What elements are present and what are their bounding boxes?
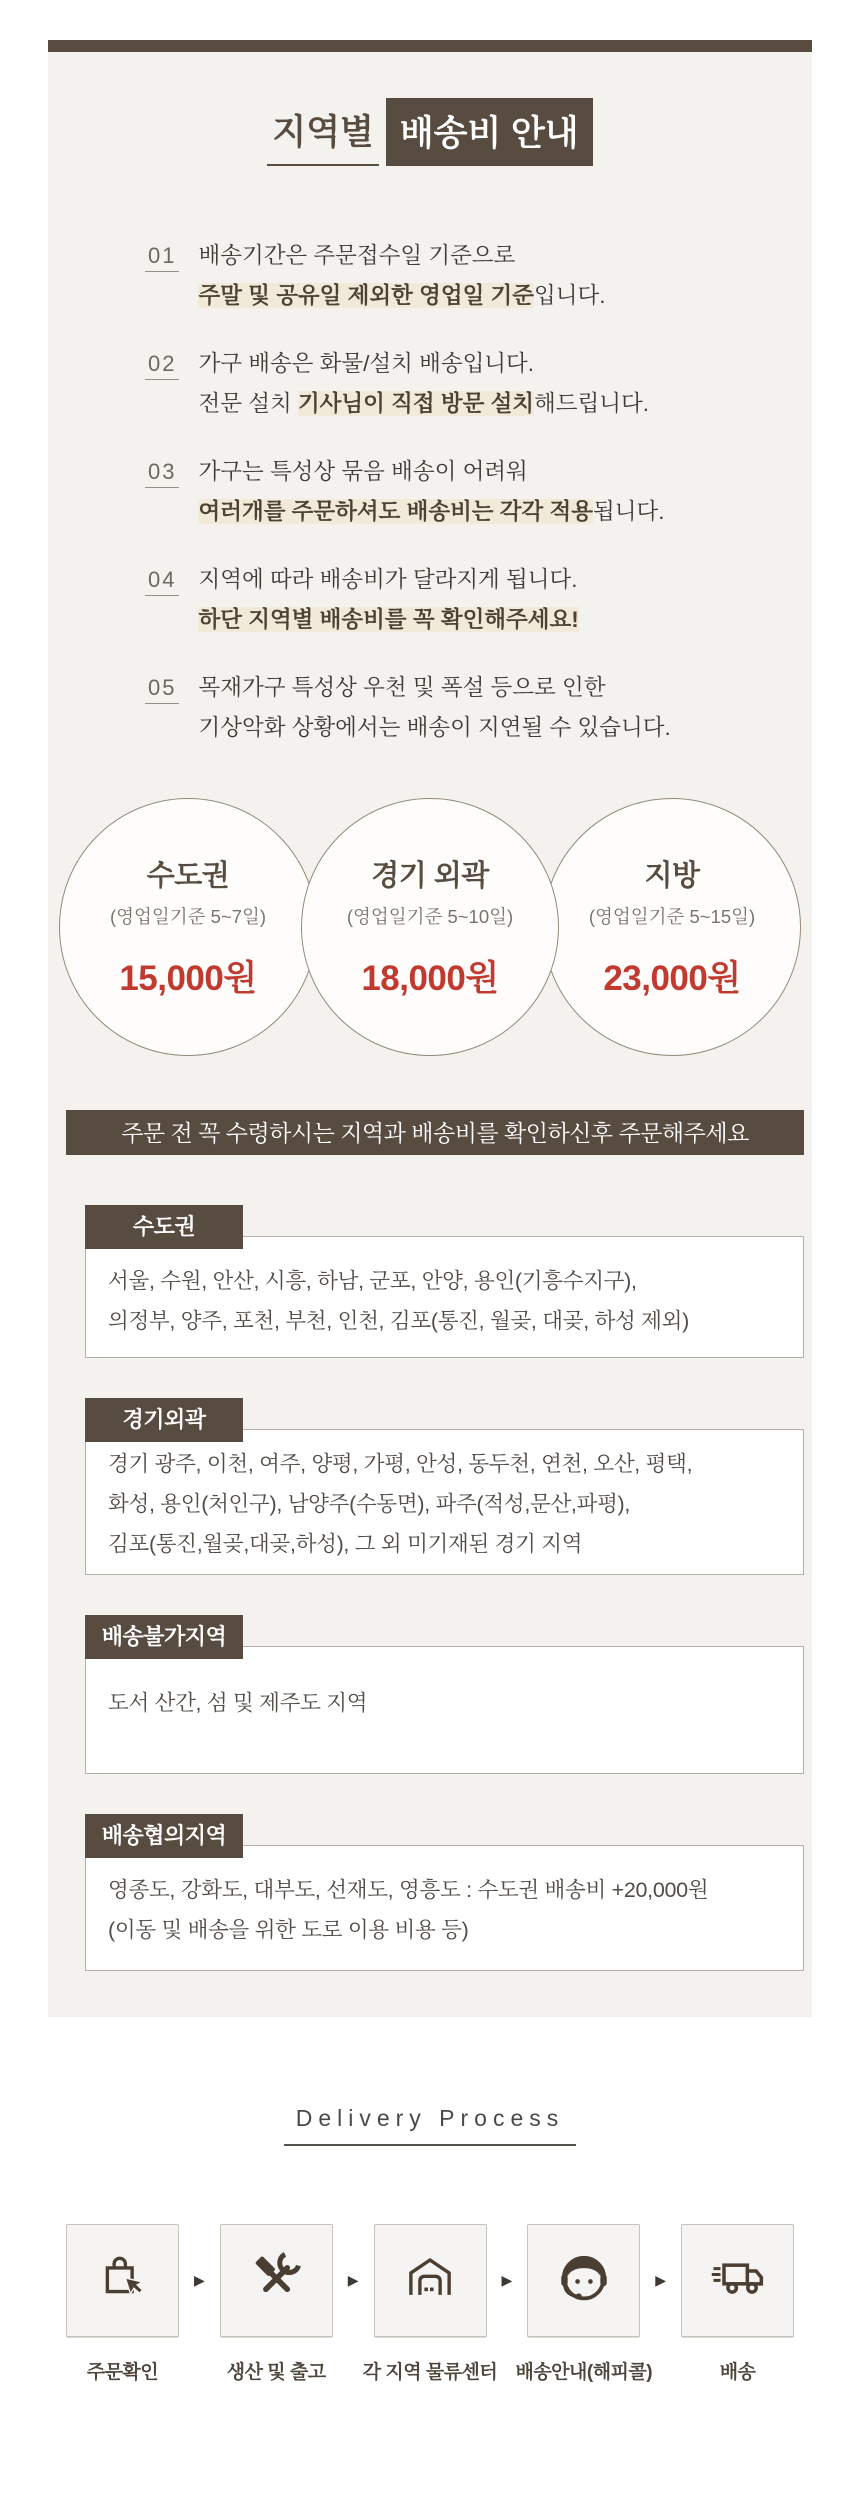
fee-region-name: 경기 외곽 [371, 860, 489, 892]
region-box [85, 1814, 804, 1971]
notice-line [198, 708, 670, 748]
step-icon-box [681, 2224, 794, 2337]
fee-circle [59, 798, 317, 1056]
notice-number: 04 [145, 567, 179, 596]
notice-segment: 가구는 특성상 묶음 배송이 어려워 [198, 459, 528, 484]
fee-circles [48, 798, 812, 1056]
notice-segment: 입니다. [534, 283, 606, 308]
notice-item [145, 452, 812, 532]
truck-icon [710, 2250, 766, 2311]
notice-text [198, 668, 670, 748]
fee-circle [301, 798, 559, 1056]
main-info-section [48, 52, 812, 2017]
notice-segment: 배송기간은 주문접수일 기준으로 [198, 243, 516, 268]
region-line: 경기 광주, 이천, 여주, 양평, 가평, 안성, 동두천, 연천, 오산, 평택, [108, 1452, 693, 1476]
notice-segment: 전문 설치 [198, 391, 298, 416]
headset-icon [556, 2250, 612, 2311]
step-icon-box [527, 2224, 640, 2337]
process-step [362, 2224, 498, 2384]
region-box [85, 1398, 804, 1575]
notice-segment: 해드립니다. [534, 391, 649, 416]
notice-text [198, 452, 664, 532]
fee-lead-time: (영업일기준 5~15일) [588, 906, 756, 927]
region-line: 화성, 용인(처인구), 남양주(수동면), 파주(적성,문산,파평), [108, 1492, 631, 1516]
notice-item [145, 236, 812, 316]
region-box-body [85, 1429, 804, 1575]
fee-price: 15,000원 [119, 959, 257, 998]
notice-line [198, 560, 578, 600]
notice-line [198, 600, 578, 640]
top-accent-bar [48, 40, 812, 52]
notice-segment: 하단 지역별 배송비를 꼭 확인해주세요! [198, 607, 579, 632]
process-step [515, 2224, 653, 2384]
notice-number: 02 [145, 351, 179, 380]
region-line: 도서 산간, 섬 및 제주도 지역 [108, 1691, 368, 1715]
page-title [48, 52, 812, 166]
step-icon-box [374, 2224, 487, 2337]
notice-text [198, 236, 605, 316]
notice-segment: 주말 및 공유일 제외한 영업일 기준 [198, 283, 535, 308]
region-box-list [48, 1205, 812, 1971]
order-click-icon [95, 2251, 149, 2310]
region-tab: 배송불가지역 [85, 1615, 243, 1659]
arrow-right-icon: ▶ [655, 2272, 667, 2288]
notice-line [198, 384, 649, 424]
region-line: (이동 및 배송을 위한 도로 이용 비용 등) [108, 1918, 469, 1942]
region-tab: 경기외곽 [85, 1398, 243, 1442]
region-box-body [85, 1845, 804, 1971]
notice-segment: 기사님이 직접 방문 설치 [297, 391, 535, 416]
region-box [85, 1205, 804, 1358]
fee-price: 23,000원 [603, 959, 741, 998]
arrow-right-icon: ▶ [193, 2272, 205, 2288]
region-tab: 수도권 [85, 1205, 243, 1249]
notice-list [145, 236, 812, 748]
region-tab: 배송협의지역 [85, 1814, 243, 1858]
region-line: 서울, 수원, 안산, 시흥, 하남, 군포, 안양, 용인(기흥수지구), [108, 1269, 637, 1293]
notice-number: 01 [145, 243, 179, 272]
process-step [220, 2224, 333, 2384]
notice-line [198, 276, 605, 316]
fee-lead-time: (영업일기준 5~7일) [109, 906, 267, 927]
notice-number: 05 [145, 675, 179, 704]
fee-region-name: 지방 [644, 860, 700, 892]
arrow-right-icon: ▶ [347, 2272, 359, 2288]
region-line: 김포(통진,월곶,대곶,하성), 그 외 미기재된 경기 지역 [108, 1532, 583, 1556]
notice-segment: 기상악화 상황에서는 배송이 지연될 수 있습니다. [198, 715, 671, 740]
notice-item [145, 668, 812, 748]
delivery-process-title: Delivery Process [284, 2105, 577, 2146]
title-prefix: 지역별 [267, 99, 378, 166]
step-label: 배송 [719, 2362, 756, 2383]
step-icon-box [66, 2224, 179, 2337]
notice-line [198, 492, 664, 532]
step-label: 각 지역 물류센터 [362, 2362, 498, 2383]
notice-segment: 가구 배송은 화물/설치 배송입니다. [198, 351, 535, 376]
region-line: 의정부, 양주, 포천, 부천, 인천, 김포(통진, 월곶, 대곶, 하성 제외) [108, 1309, 689, 1333]
warehouse-icon [403, 2251, 457, 2310]
notice-line [198, 452, 664, 492]
fee-lead-time: (영업일기준 5~10일) [346, 906, 514, 927]
notice-segment: 지역에 따라 배송비가 달라지게 됩니다. [198, 567, 578, 592]
region-box-body [85, 1646, 804, 1774]
notice-item [145, 344, 812, 424]
region-box [85, 1615, 804, 1774]
notice-line [198, 236, 605, 276]
delivery-process-steps [0, 2224, 860, 2384]
notice-number: 03 [145, 459, 179, 488]
notice-text [198, 344, 649, 424]
tools-icon [249, 2251, 303, 2310]
process-step [66, 2224, 179, 2384]
step-label: 배송안내(해피콜) [515, 2362, 653, 2383]
step-label: 생산 및 출고 [226, 2362, 326, 2383]
notice-line [198, 344, 649, 384]
notice-segment: 됩니다. [593, 499, 665, 524]
notice-segment: 목재가구 특성상 우천 및 폭설 등으로 인한 [198, 675, 606, 700]
process-step [681, 2224, 794, 2384]
step-label: 주문확인 [86, 2362, 159, 2383]
fee-circle [543, 798, 801, 1056]
region-box-body [85, 1236, 804, 1358]
arrow-right-icon: ▶ [501, 2272, 513, 2288]
fee-region-name: 수도권 [146, 860, 230, 892]
notice-segment: 여러개를 주문하셔도 배송비는 각각 적용 [198, 499, 593, 524]
order-warning-banner: 주문 전 꼭 수령하시는 지역과 배송비를 확인하신후 주문해주세요 [66, 1110, 804, 1155]
title-highlight: 배송비 안내 [386, 98, 593, 166]
notice-line [198, 668, 670, 708]
delivery-process-section [0, 2017, 860, 2384]
notice-item [145, 560, 812, 640]
notice-text [198, 560, 578, 640]
fee-price: 18,000원 [361, 959, 499, 998]
region-line: 영종도, 강화도, 대부도, 선재도, 영흥도 : 수도권 배송비 +20,000원 [108, 1878, 709, 1902]
step-icon-box [220, 2224, 333, 2337]
